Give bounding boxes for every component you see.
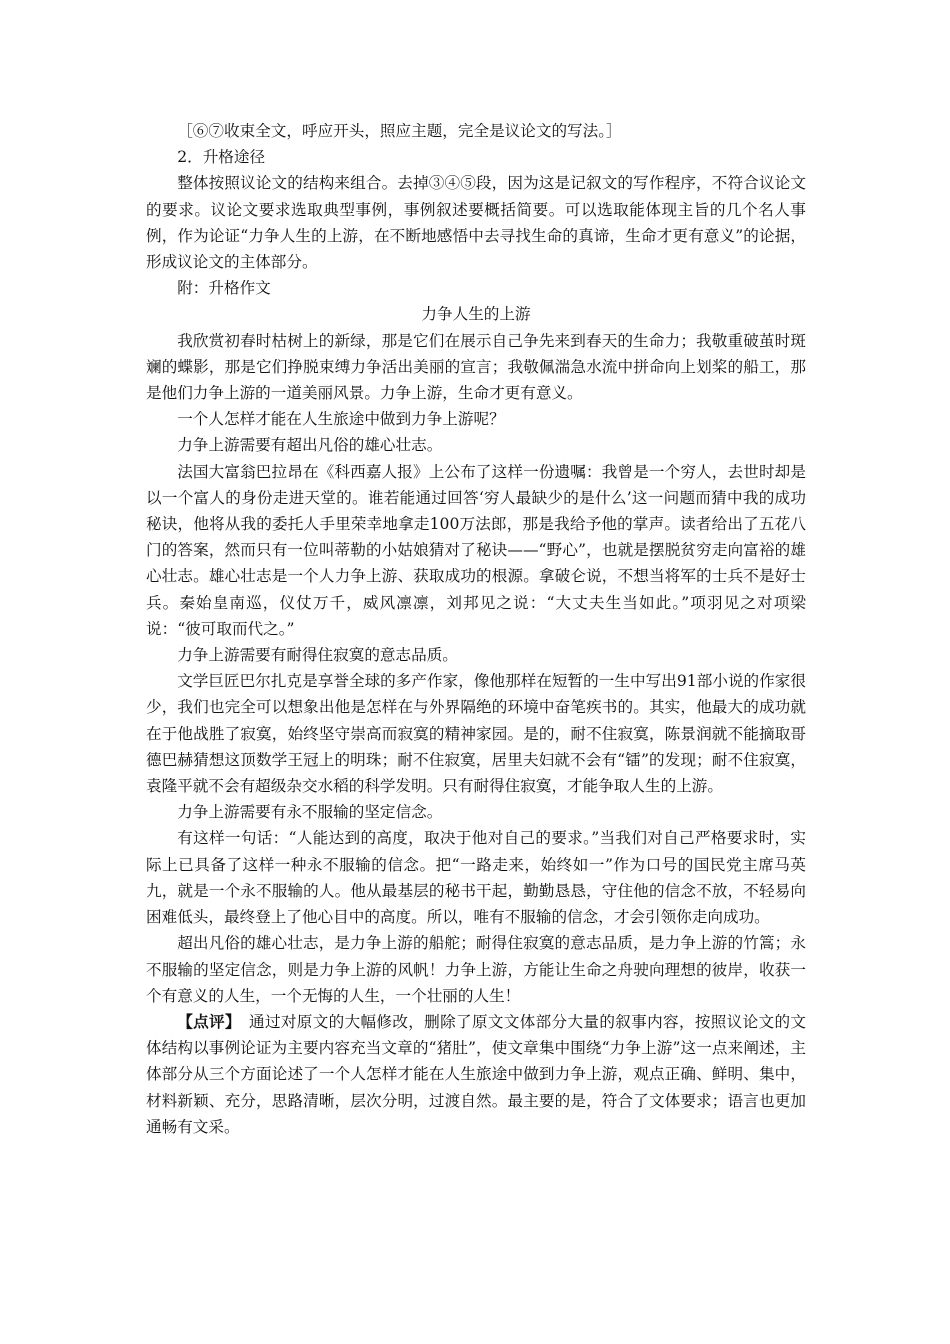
comment-text: 通过对原文的大幅修改，删除了原文文体部分大量的叙事内容，按照议论文的文体结构以事例论证为主要内容充当文章的“猪肚”，使文章集中围绕“力争上游”这一点来阐述，主体部分从三个方面论述了一个人怎样才能在人生旅途中做到力争上游，观点正确、鲜明、集中，材料新颖、充分，思路清晰，层次分明，过渡自然。最主要的是，符合了文体要求；语言也更加通畅有文采。 <box>146 1012 806 1136</box>
essay-paragraph: 力争上游需要有耐得住寂寞的意志品质。 <box>177 646 458 665</box>
upgrade-text: 整体按照议论文的结构来组合。去掉③④⑤段，因为这是记叙文的写作程序，不符合议论文的要求。议论文要求选取典型事例，事例叙述要概括简要。可以选取能体现主旨的几个名人事例，作为论证“力争人生的上游，在不断地感悟中去寻找生命的真谛，生命才更有意义”的论据，形成议论文的主体部分。 <box>146 174 806 272</box>
upgrade-heading: 2．升格途径 <box>177 148 266 167</box>
essay-paragraph: 超出凡俗的雄心壮志，是力争上游的船舵；耐得住寂寞的意志品质，是力争上游的竹篙；永不服输的坚定信念，则是力争上游的风帆！力争上游，方能让生命之舟驶向理想的彼岸，收获一个有意义的人生，一个无悔的人生，一个壮丽的人生！ <box>146 934 806 1005</box>
essay-paragraph: 文学巨匠巴尔扎克是享誉全球的多产作家，像他那样在短暂的一生中写出91部小说的作家很少，我们也完全可以想象出他是怎样在与外界隔绝的环境中奋笔疾书的。其实，他最大的成功就在于他战胜了寂寞，始终坚守崇高而寂寞的精神家园。是的，耐不住寂寞，陈景润就不能摘取哥德巴赫猜想这顶数学王冠上的明珠；耐不住寂寞，居里夫妇就不会有“镭”的发现；耐不住寂寞，袁隆平就不会有超级杂交水稻的科学发明。只有耐得住寂寞，才能争取人生的上游。 <box>146 672 806 796</box>
document-page <box>146 118 806 1140</box>
essay-title: 力争人生的上游 <box>421 305 531 324</box>
essay-paragraph: 我欣赏初春时枯树上的新绿，那是它们在展示自己争先来到春天的生命力；我敬重破茧时斑斓的蝶影，那是它们挣脱束缚力争活出美丽的宣言；我敬佩湍急水流中拼命向上划桨的船工，那是他们力争上游的一道美丽风景。力争上游，生命才更有意义。 <box>146 331 806 403</box>
essay-paragraph: 力争上游需要有超出凡俗的雄心壮志。 <box>177 436 443 455</box>
comment-label: 【点评】 <box>177 1011 234 1031</box>
section-note: ［⑥⑦收束全文，呼应开头，照应主题，完全是议论文的写法。］ <box>177 122 622 140</box>
essay-paragraph: 力争上游需要有永不服输的坚定信念。 <box>177 803 443 822</box>
comment-paragraph <box>146 1009 806 1140</box>
essay-paragraph: 有这样一句话：“人能达到的高度，取决于他对自己的要求。”当我们对自己严格要求时，实际上已具备了这样一种永不服输的信念。把“一路走来，始终如一”作为口号的国民党主席马英九，就是一个永不服输的人。他从最基层的秘书干起，勤勤恳恳，守住他的信念不放，不轻易向困难低头，最终登上了他心目中的高度。所以，唯有不服输的信念，才会引领你走向成功。 <box>146 829 806 927</box>
appendix-label: 附：升格作文 <box>177 279 271 298</box>
essay-paragraph: 一个人怎样才能在人生旅途中做到力争上游呢？ <box>177 410 505 429</box>
essay-paragraph: 法国大富翁巴拉昂在《科西嘉人报》上公布了这样一份遗嘱：我曾是一个穷人，去世时却是以一个富人的身份走进天堂的。谁若能通过回答‘穷人最缺少的是什么’这一问题而猜中我的成功秘诀，他将从我的委托人手里荣幸地拿走100万法郎，那是我给予他的掌声。读者给出了五花八门的答案，然而只有一位叫蒂勒的小姑娘猜对了秘诀——“野心”，也就是摆脱贫穷走向富裕的雄心壮志。雄心壮志是一个人力争上游、获取成功的根源。拿破仑说，不想当将军的士兵不是好士兵。秦始皇南巡，仪仗万千，威风凛凛，刘邦见之说：“大丈夫生当如此。”项羽见之对项梁说：“彼可取而代之。” <box>146 462 806 638</box>
